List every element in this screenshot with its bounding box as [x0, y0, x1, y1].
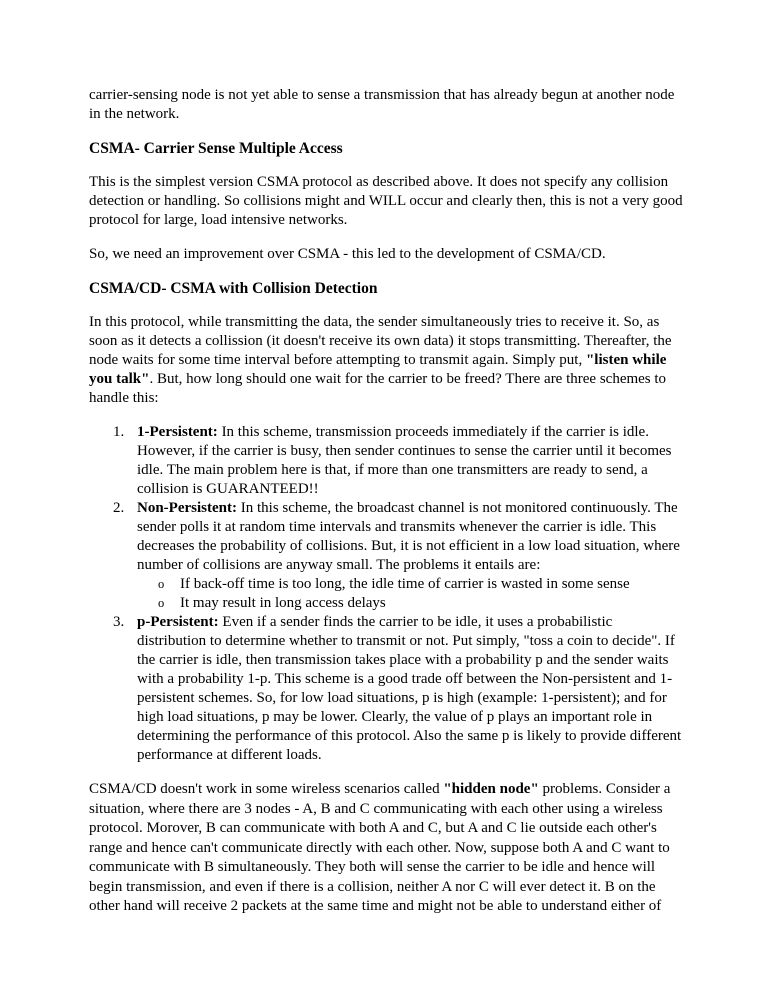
list-item-text: In this scheme, the broadcast channel is not monitored continuously. The sender polls it at random time intervals and transmits whenever the carrier is idle. This decreases the probability of collisions. But, it is not efficient in a low load situation, where number of collisions are anyway small. The problems it entails are:	[137, 500, 680, 573]
paragraph-simplest-version	[89, 173, 685, 230]
list-item-1-persistent	[89, 423, 685, 499]
list-number: 2.	[113, 500, 125, 516]
sub-list-item-access-delays	[137, 594, 685, 613]
list-item-text: In this scheme, transmission proceeds immediately if the carrier is idle. However, if the carrier is busy, then sender continues to sense the carrier until it becomes idle. The main problem here is that, if more than one transmitters are ready to send, a collision is GUARANTEED!!	[137, 424, 672, 497]
list-item-label: 1-Persistent:	[137, 424, 218, 440]
paragraph-segment: problems. Consider a situation, where there are 3 nodes - A, B and C communicating with each other using a wireless protocol. Morover, B can communicate with both A and C, but A and C lie outside each other's range and hence can't communicate directly with each other. Now, suppose both A and C want to communicate with B simultaneously. They both will sense the carrier to be idle and hence will begin transmission, and even if there is a collision, neither A nor C will ever detect it. B on the other hand will receive 2 packets at the same time and might not be able to understand either of	[89, 781, 671, 914]
paragraph-segment: In this protocol, while transmitting the data, the sender simultaneously tries to receive it. So, as soon as it detects a collission (it doesn't receive its own data) it stops transmitting. Thereafter, the node waits for some time interval before attempting to transmit again. Simply put,	[89, 314, 672, 368]
heading-csma-cd	[89, 279, 685, 298]
heading-csma	[89, 139, 685, 158]
sub-list-item-text: If back-off time is too long, the idle time of carrier is wasted in some sense	[180, 576, 630, 592]
sub-list-bullet: o	[158, 577, 165, 591]
sub-list-item-backoff	[137, 575, 685, 594]
list-number: 1.	[113, 424, 125, 440]
heading-text: CSMA/CD- CSMA with Collision Detection	[89, 280, 378, 297]
paragraph-text: This is the simplest version CSMA protocol as described above. It does not specify any collision detection or handling. So collisions might and WILL occur and clearly then, this is not a very good protocol for large, load intensive networks.	[89, 174, 683, 228]
paragraph-hidden-node	[89, 780, 685, 917]
sub-list-bullet: o	[158, 596, 165, 610]
heading-text: CSMA- Carrier Sense Multiple Access	[89, 140, 343, 157]
paragraph-text: So, we need an improvement over CSMA - this led to the development of CSMA/CD.	[89, 246, 606, 262]
paragraph-improvement	[89, 245, 685, 264]
list-item-non-persistent	[89, 499, 685, 613]
paragraph-segment: CSMA/CD doesn't work in some wireless scenarios called	[89, 781, 444, 797]
bold-hidden-node: "hidden node"	[443, 781, 539, 797]
non-persistent-problems-list	[137, 575, 685, 613]
persistence-schemes-list	[89, 423, 685, 765]
list-item-label: p-Persistent:	[137, 614, 219, 630]
paragraph-text: carrier-sensing node is not yet able to sense a transmission that has already begun at another node in the network.	[89, 87, 675, 122]
list-item-text: Even if a sender finds the carrier to be idle, it uses a probabilistic distribution to determine whether to transmit or not. Put simply, "toss a coin to decide". If the carrier is idle, then transmission takes place with a probability p and the sender waits with a probability 1-p. This scheme is a good trade off between the Non-persistent and 1-persistent schemes. So, for low load situations, p is high (example: 1-persistent); and for high load situations, p may be lower. Clearly, the value of p plays an important role in determining the performance of this protocol. Also the same p is likely to provide different performance at different loads.	[137, 614, 682, 763]
paragraph-carrier-sensing	[89, 86, 685, 124]
list-item-label: Non-Persistent:	[137, 500, 237, 516]
list-item-p-persistent	[89, 613, 685, 765]
bold-listen-while-you-talk: "listen while you talk"	[89, 352, 667, 387]
paragraph-listen-while-you-talk	[89, 313, 685, 408]
sub-list-item-text: It may result in long access delays	[180, 595, 386, 611]
list-number: 3.	[113, 614, 125, 630]
paragraph-segment: . But, how long should one wait for the carrier to be freed? There are three schemes to handle this:	[89, 371, 667, 406]
